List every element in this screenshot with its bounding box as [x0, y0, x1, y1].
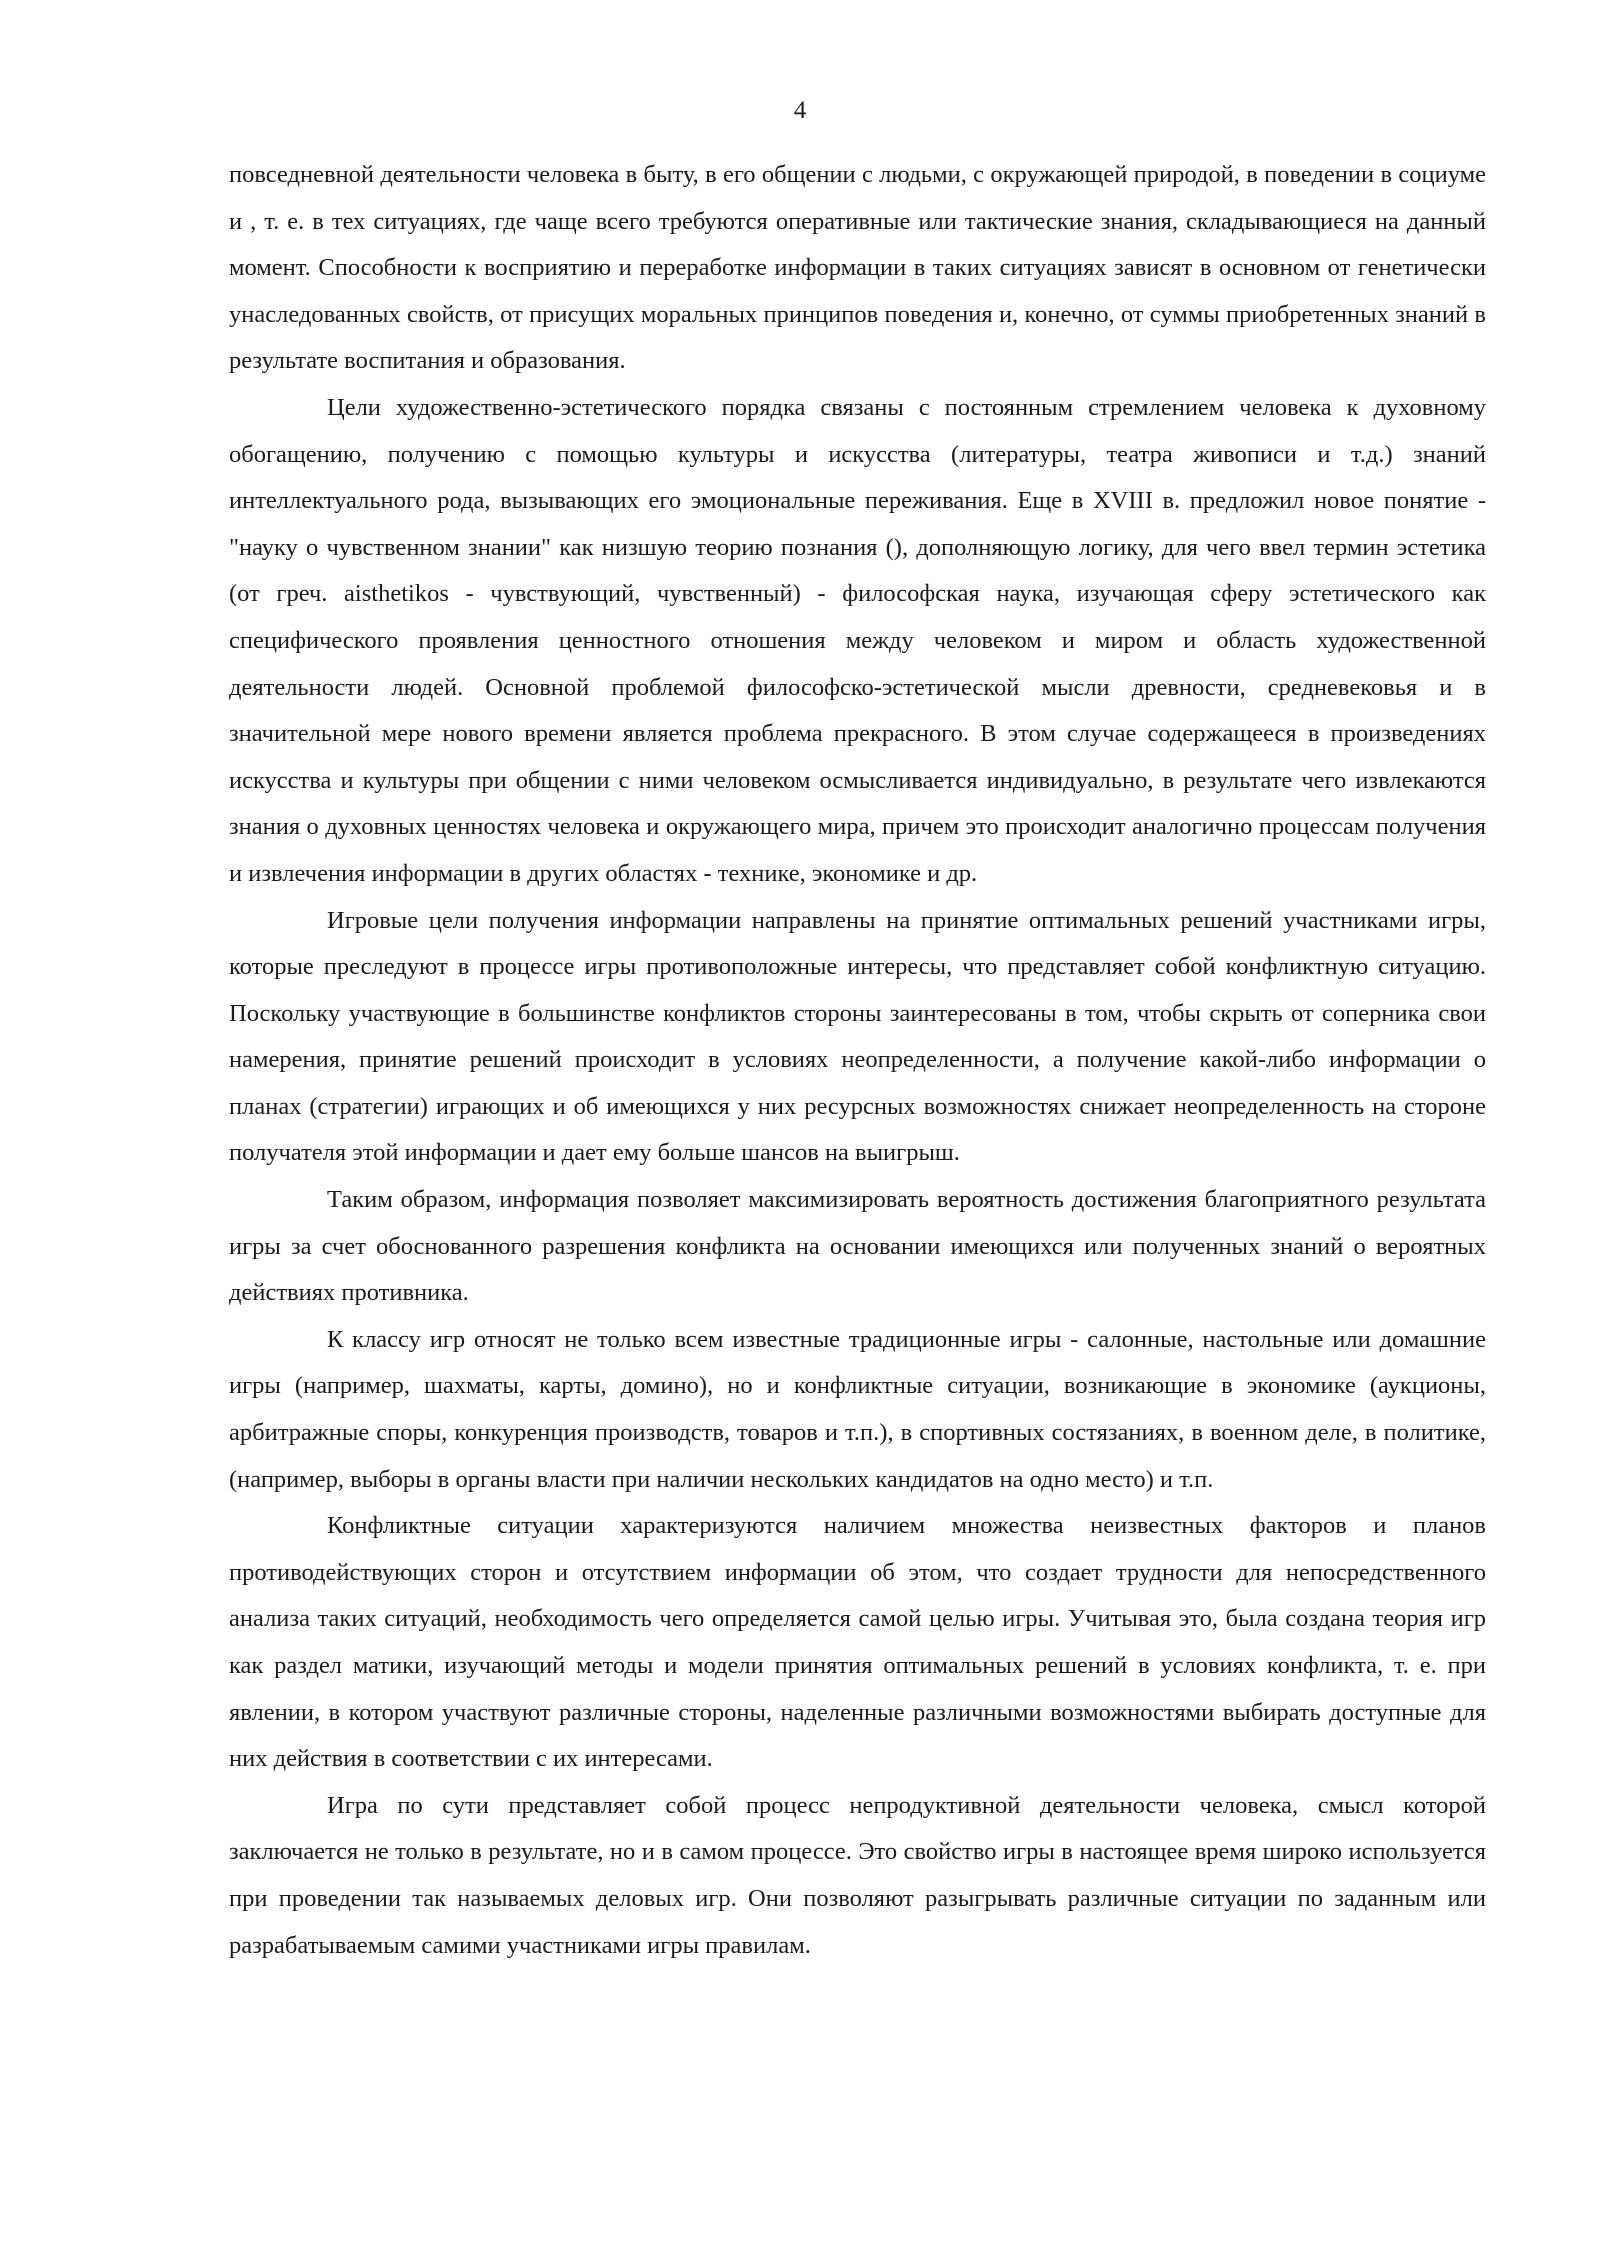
- paragraph: Цели художественно-эстетического порядка связаны с постоянным стремлением человека к духовному обогащению, получению с помощью культуры и искусства (литературы, театра живописи и т.д.) знаний интеллектуального рода, вызывающих его эмоциональные переживания. Еще в XVIII в. предложил новое понятие - "науку о чувственном знании" как низшую теорию познания (), дополняющую логику, для чего ввел термин эстетика (от греч. aisthetikos - чувствующий, чувственный) - философская наука, изучающая сферу эстетического как специфического проявления ценностного отношения между человеком и миром и область художественной деятельности людей. Основной проблемой философско-эстетической мысли древности, средневековья и в значительной мере нового времени является проблема прекрасного. В этом случае содержащееся в произведениях искусства и культуры при общении с ними человеком осмысливается индивидуально, в результате чего извлекаются знания о духовных ценностях человека и окружающего мира, причем это происходит аналогично процессам получения и извлечения информации в других областях - технике, экономике и др.: [229, 393, 1486, 887]
- document-body: [229, 152, 1486, 1969]
- paragraph: повседневной деятельности человека в быту, в его общении с людьми, с окружающей природой, в поведении в социуме и , т. е. в тех ситуациях, где чаще всего требуются оперативные или тактические знания, складывающиеся на данный момент. Способности к восприятию и переработке информации в таких ситуациях зависят в основном от генетически унаследованных свойств, от присущих моральных принципов поведения и, конечно, от суммы приобретенных знаний в результате воспитания и образования.: [229, 161, 1486, 375]
- page-number: 4: [793, 97, 807, 124]
- paragraph: Игровые цели получения информации направлены на принятие оптимальных решений участниками игры, которые преследуют в процессе игры противоположные интересы, что представляет собой конфликтную ситуацию. Поскольку участвующие в большинстве конфликтов стороны заинтересованы в том, чтобы скрыть от соперника свои намерения, принятие решений происходит в условиях неопределенности, а получение какой-либо информации о планах (стратегии) играющих и об имеющихся у них ресурсных возможностях снижает неопределенность на стороне получателя этой информации и дает ему больше шансов на выигрыш.: [229, 906, 1486, 1167]
- paragraph: К классу игр относят не только всем известные традиционные игры - салонные, настольные или домашние игры (например, шахматы, карты, домино), но и конфликтные ситуации, возникающие в экономике (аукционы, арбитражные споры, конкуренция производств, товаров и т.п.), в спортивных состязаниях, в военном деле, в политике, (например, выборы в органы власти при наличии нескольких кандидатов на одно место) и т.п.: [229, 1325, 1486, 1493]
- paragraph: Конфликтные ситуации характеризуются наличием множества неизвестных факторов и планов противодействующих сторон и отсутствием информации об этом, что создает трудности для непосредственного анализа таких ситуаций, необходимость чего определяется самой целью игры. Учитывая это, была создана теория игр как раздел матики, изучающий методы и модели принятия оптимальных решений в условиях конфликта, т. е. при явлении, в котором участвуют различные стороны, наделенные различными возможностями выбирать доступные для них действия в соответствии с их интересами.: [229, 1512, 1486, 1773]
- paragraph: Игра по сути представляет собой процесс непродуктивной деятельности человека, смысл которой заключается не только в результате, но и в самом процессе. Это свойство игры в настоящее время широко используется при проведении так называемых деловых игр. Они позволяют разыгрывать различные ситуации по заданным или разрабатываемым самими участниками игры правилам.: [229, 1791, 1486, 1959]
- paragraph: Таким образом, информация позволяет максимизировать вероятность достижения благоприятного результата игры за счет обоснованного разрешения конфликта на основании имеющихся или полученных знаний о вероятных действиях противника.: [229, 1186, 1486, 1307]
